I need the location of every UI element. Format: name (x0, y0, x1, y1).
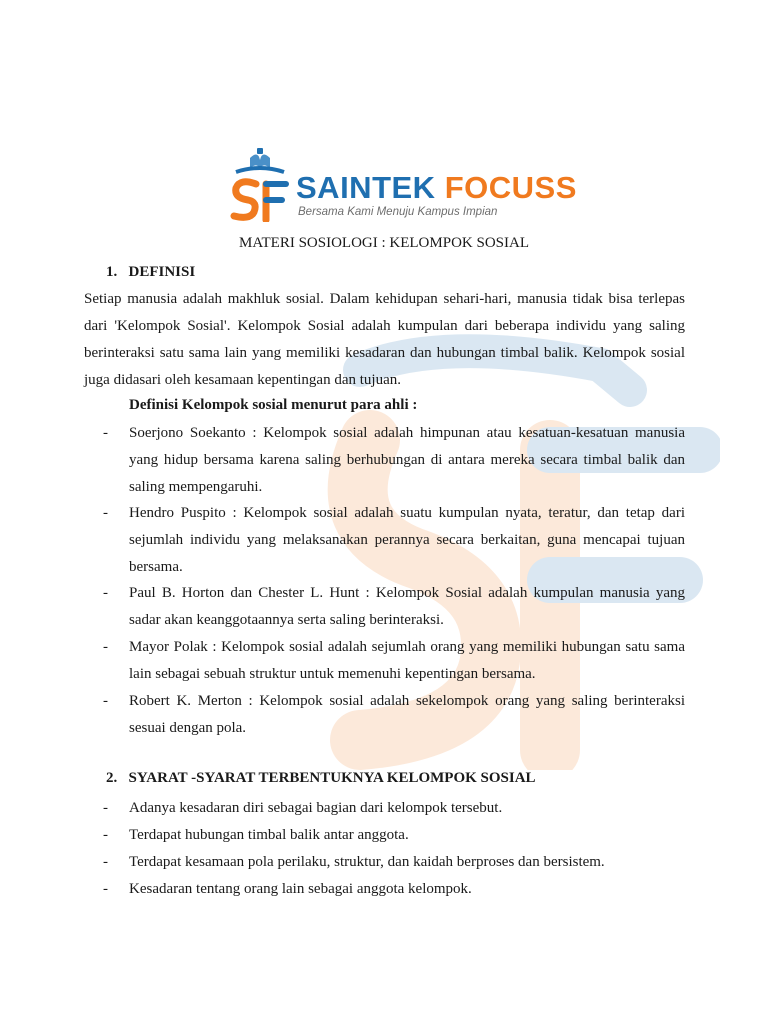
sf-emblem-icon (228, 148, 292, 222)
logo-tagline: Bersama Kami Menuju Kampus Impian (298, 206, 498, 218)
bullet-dash: - (103, 827, 108, 843)
list-item-text: Paul B. Horton dan Chester L. Hunt : Kelompok Sosial adalah kumpulan manusia yang sadar akan keanggotaannya serta saling berinteraksi. (129, 585, 685, 628)
list-item (84, 688, 685, 742)
list-item-text: Soerjono Soekanto : Kelompok sosial adalah himpunan atau kesatuan-kesatuan manusia yang hidup bersama karena saling berhubungan di antara mereka secara timbal balik dan saling mempengaruhi. (129, 425, 685, 495)
list-item-text: Terdapat hubungan timbal balik antar anggota. (129, 827, 409, 843)
document-title: MATERI SOSIOLOGI : KELOMPOK SOSIAL (238, 235, 529, 251)
bullet-dash: - (103, 425, 108, 441)
section2-heading-text: SYARAT -SYARAT TERBENTUKNYA KELOMPOK SOSIAL (128, 770, 536, 786)
list-item-text: Robert K. Merton : Kelompok sosial adalah sekelompok orang yang saling berinteraksi sesuai dengan pola. (129, 693, 685, 736)
bullet-dash: - (103, 693, 108, 709)
list-item (84, 849, 685, 876)
section2-heading (106, 770, 536, 787)
brand-logo (228, 148, 577, 222)
list-item-text: Terdapat kesamaan pola perilaku, struktur, dan kaidah berproses dan bersistem. (129, 854, 605, 870)
section1-number: 1. (106, 264, 118, 280)
list-item-text: Mayor Polak : Kelompok sosial adalah sejumlah orang yang memiliki hubungan satu sama lain sebagai sebuah struktur untuk memenuhi kepentingan bersama. (129, 639, 685, 682)
bullet-dash: - (103, 639, 108, 655)
section1-paragraph: Setiap manusia adalah makhluk sosial. Dalam kehidupan sehari-hari, manusia tidak bisa terlepas dari 'Kelompok Sosial'. Kelompok Sosial adalah kumpulan dari beberapa individu yang saling berinteraksi satu sama lain yang memiliki kesadaran dan hubungan timbal balik. Kelompok sosial juga didasari oleh kesamaan kepentingan dan tujuan. (84, 291, 685, 388)
list-item (84, 500, 685, 581)
logo-title (296, 170, 577, 206)
list-item-text: Kesadaran tentang orang lain sebagai anggota kelompok. (129, 881, 472, 897)
bullet-dash: - (103, 854, 108, 870)
experts-subheading: Definisi Kelompok sosial menurut para ahli : (129, 397, 418, 413)
logo-name-part2: FOCUSS (444, 170, 577, 205)
list-item-text: Hendro Puspito : Kelompok sosial adalah suatu kumpulan nyata, teratur, dan tetap dari sejumlah individu yang melaksanakan perannya secara berkaitan, guna mencapai tujuan bersama. (129, 505, 685, 575)
logo-name-part1: SAINTEK (296, 170, 436, 205)
list-item (84, 876, 685, 903)
bullet-dash: - (103, 585, 108, 601)
bullet-dash: - (103, 505, 108, 521)
list-item-text: Adanya kesadaran diri sebagai bagian dari kelompok tersebut. (129, 800, 503, 816)
list-item (84, 822, 685, 849)
section2-number: 2. (106, 770, 118, 786)
section1-heading-text: DEFINISI (128, 264, 196, 280)
list-item (84, 634, 685, 688)
list-item (84, 420, 685, 501)
bullet-dash: - (103, 800, 108, 816)
list-item (84, 580, 685, 634)
bullet-dash: - (103, 881, 108, 897)
list-item (84, 795, 685, 822)
section1-heading (106, 264, 195, 281)
